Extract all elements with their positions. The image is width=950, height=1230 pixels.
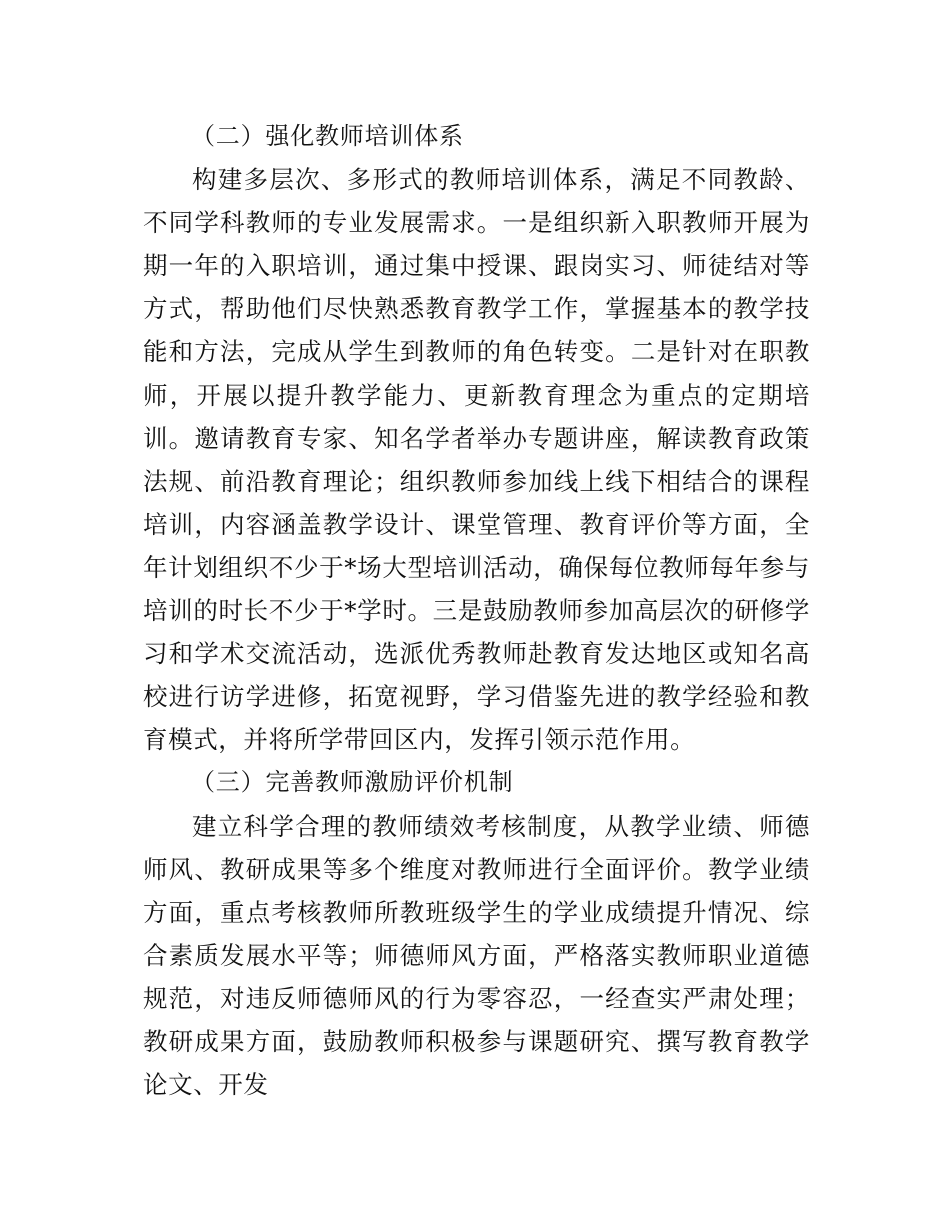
document-body (143, 115, 810, 1106)
section-heading-3: （三）完善教师激励评价机制 (191, 768, 514, 797)
section-paragraph-2: 构建多层次、多形式的教师培训体系，满足不同教龄、不同学科教师的专业发展需求。一是组织新入职教师开展为期一年的入职培训，通过集中授课、跟岗实习、师徒结对等方式，帮助他们尽快熟悉教育教学工作，掌握基本的教学技能和方法，完成从学生到教师的角色转变。二是针对在职教师，开展以提升教学能力、更新教育理念为重点的定期培训。邀请教育专家、知名学者举办专题讲座，解读教育政策法规、前沿教育理论；组织教师参加线上线下相结合的课程培训，内容涵盖教学设计、课堂管理、教育评价等方面，全年计划组织不少于*场大型培训活动，确保每位教师每年参与培训的时长不少于*学时。三是鼓励教师参加高层次的研修学习和学术交流活动，选派优秀教师赴教育发达地区或知名高校进行访学进修，拓宽视野，学习借鉴先进的教学经验和教育模式，并将所学带回区内，发挥引领示范作用。 (143, 165, 810, 755)
section-paragraph-3: 建立科学合理的教师绩效考核制度，从教学业绩、师德师风、教研成果等多个维度对教师进行全面评价。教学业绩方面，重点考核教师所教班级学生的学业成绩提升情况、综合素质发展水平等；师德师风方面，严格落实教师职业道德规范，对违反师德师风的行为零容忍，一经查实严肃处理；教研成果方面，鼓励教师积极参与课题研究、撰写教育教学论文、开发 (143, 811, 810, 1100)
section-heading-2: （二）强化教师培训体系 (191, 122, 464, 150)
